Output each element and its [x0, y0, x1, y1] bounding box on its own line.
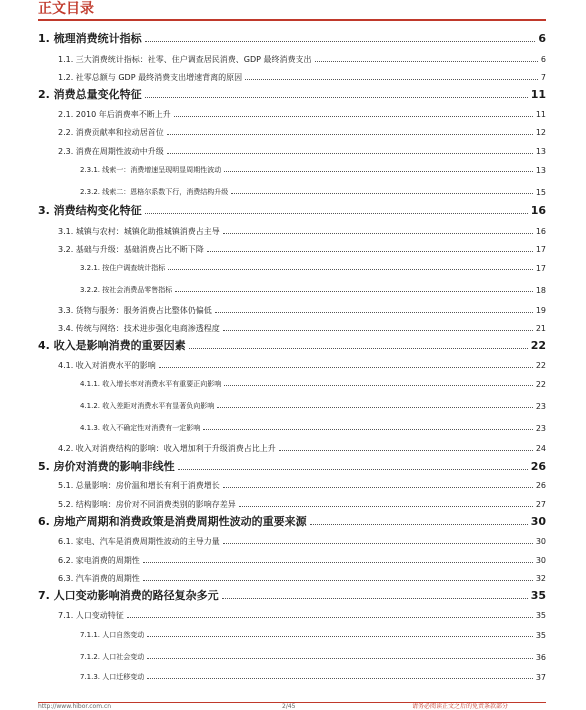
toc-leader-dots	[279, 450, 533, 451]
toc-entry-level2[interactable]	[58, 606, 546, 622]
toc-page-number: 26	[530, 460, 546, 473]
toc-leader-dots	[147, 678, 533, 679]
toc-leader-dots	[207, 251, 533, 252]
toc-entry-level1[interactable]	[38, 86, 546, 102]
toc-page-number: 35	[530, 589, 546, 602]
page-title: 正文目录	[38, 1, 94, 17]
toc-entry-title: 7.1.3. 人口迁移变动	[80, 672, 147, 683]
toc-leader-dots	[147, 658, 533, 659]
toc-page-number: 32	[535, 574, 546, 583]
toc-entry-level2[interactable]	[58, 569, 546, 585]
toc-entry-title: 4.1.2. 收入差距对消费水平有显著负向影响	[80, 401, 217, 412]
toc-entry-title: 2.1. 2010 年后消费率不断上升	[58, 109, 174, 121]
toc-page-number: 27	[535, 500, 546, 509]
toc-page-number: 30	[535, 537, 546, 546]
toc-leader-dots	[215, 312, 533, 313]
toc-leader-dots	[147, 636, 533, 637]
toc-page-number: 6	[538, 32, 546, 45]
toc-entry-level1[interactable]	[38, 587, 546, 603]
toc-entry-level2[interactable]	[58, 105, 546, 121]
toc-entry-level2[interactable]	[58, 301, 546, 317]
toc-page-number: 22	[535, 380, 546, 389]
toc-entry-title: 7.1.1. 人口自然变动	[80, 630, 147, 641]
toc-entry-level3[interactable]	[80, 396, 546, 412]
toc-leader-dots	[168, 269, 533, 270]
toc-entry-title: 4.1.1. 收入增长率对消费水平有重要正向影响	[80, 379, 224, 390]
toc-entry-level1[interactable]	[38, 458, 546, 474]
toc-leader-dots	[145, 213, 528, 214]
toc-leader-dots	[203, 429, 533, 430]
toc-page-number: 17	[535, 264, 546, 273]
toc-page-number: 26	[535, 481, 546, 490]
toc-entry-level2[interactable]	[58, 532, 546, 548]
toc-entry-title: 4.1. 收入对消费水平的影响	[58, 360, 159, 372]
toc-entry-level3[interactable]	[80, 374, 546, 390]
toc-entry-level2[interactable]	[58, 319, 546, 335]
toc-entry-title: 6.1. 家电、汽车是消费周期性波动的主导力量	[58, 536, 223, 548]
toc-entry-level3[interactable]	[80, 160, 546, 176]
toc-entry-title: 3.3. 货物与服务：服务消费占比整体仍偏低	[58, 305, 215, 317]
footer-disclaimer: 请务必阅读正文之后的免责条款部分	[412, 703, 509, 710]
toc-entry-level3[interactable]	[80, 647, 546, 663]
toc-page-number: 22	[535, 361, 546, 370]
toc-leader-dots	[223, 487, 533, 488]
toc-leader-dots	[174, 116, 533, 117]
toc-page-number: 11	[535, 110, 546, 119]
toc-entry-level2[interactable]	[58, 68, 546, 84]
toc-page-number: 17	[535, 245, 546, 254]
toc-page-number: 7	[540, 73, 546, 82]
toc-page-number: 37	[535, 673, 546, 682]
toc-leader-dots	[245, 79, 538, 80]
toc-entry-title: 7. 人口变动影响消费的路径复杂多元	[38, 589, 222, 603]
toc-page-number: 35	[535, 611, 546, 620]
toc-entry-level2[interactable]	[58, 495, 546, 511]
toc-entry-level1[interactable]	[38, 202, 546, 218]
toc-entry-level2[interactable]	[58, 50, 546, 66]
toc-page-number: 23	[535, 402, 546, 411]
toc-entry-title: 1. 梳理消费统计指标	[38, 32, 145, 46]
toc-entry-level1[interactable]	[38, 337, 546, 353]
toc-entry-title: 3. 消费结构变化特征	[38, 204, 145, 218]
toc-leader-dots	[222, 598, 528, 599]
toc-entry-title: 2.3.2. 线索二：恩格尔系数下行，消费结构升级	[80, 187, 231, 198]
toc-entry-level2[interactable]	[58, 439, 546, 455]
toc-entry-title: 4.1.3. 收入不确定性对消费有一定影响	[80, 423, 203, 434]
toc-entry-level2[interactable]	[58, 240, 546, 256]
toc-leader-dots	[127, 617, 533, 618]
toc-page-number: 13	[535, 147, 546, 156]
toc-page-number: 15	[535, 188, 546, 197]
toc-entry-title: 6. 房地产周期和消费政策是消费周期性波动的重要来源	[38, 515, 310, 529]
toc-entry-level3[interactable]	[80, 280, 546, 296]
toc-leader-dots	[315, 61, 538, 62]
toc-page-number: 19	[535, 306, 546, 315]
toc-page-number: 35	[535, 631, 546, 640]
toc-entry-level1[interactable]	[38, 513, 546, 529]
toc-entry-title: 2.2. 消费贡献率和拉动居首位	[58, 127, 167, 139]
toc-entry-title: 3.2.2. 按社会消费品零售指标	[80, 285, 175, 296]
toc-leader-dots	[143, 562, 533, 563]
toc-page-number: 11	[530, 88, 546, 101]
toc-leader-dots	[178, 469, 528, 470]
toc-entry-title: 3.2. 基础与升级：基础消费占比不断下降	[58, 244, 207, 256]
toc-entry-level3[interactable]	[80, 667, 546, 683]
toc-leader-dots	[224, 171, 533, 172]
toc-entry-level2[interactable]	[58, 551, 546, 567]
toc-entry-level3[interactable]	[80, 625, 546, 641]
toc-page-number: 18	[535, 286, 546, 295]
toc-leader-dots	[189, 348, 528, 349]
toc-page-number: 30	[535, 556, 546, 565]
toc-leader-dots	[145, 97, 528, 98]
toc-entry-title: 2.3. 消费在周期性波动中升级	[58, 146, 167, 158]
toc-page-number: 36	[535, 653, 546, 662]
toc-page-number: 6	[540, 55, 546, 64]
toc-leader-dots	[223, 330, 533, 331]
toc-page-number: 12	[535, 128, 546, 137]
toc-leader-dots	[143, 580, 533, 581]
toc-entry-title: 4.2. 收入对消费结构的影响：收入增加利于升级消费占比上升	[58, 443, 279, 455]
toc-entry-level3[interactable]	[80, 258, 546, 274]
toc-entry-level3[interactable]	[80, 182, 546, 198]
toc-entry-title: 3.4. 传统与网络：技术进步强化电商渗透程度	[58, 323, 223, 335]
toc-leader-dots	[223, 543, 533, 544]
toc-page-number: 30	[530, 515, 546, 528]
toc-entry-level2[interactable]	[58, 123, 546, 139]
toc-leader-dots	[239, 506, 533, 507]
toc-entry-title: 7.1. 人口变动特征	[58, 610, 127, 622]
toc-entry-level3[interactable]	[80, 418, 546, 434]
toc-entry-title: 5.2. 结构影响：房价对不同消费类别的影响存差异	[58, 499, 239, 511]
toc-entry-title: 1.2. 社零总额与 GDP 最终消费支出增速背离的原因	[58, 72, 245, 84]
toc-leader-dots	[310, 524, 528, 525]
toc-leader-dots	[217, 407, 533, 408]
toc-leader-dots	[159, 367, 533, 368]
toc-entry-level1[interactable]	[38, 30, 546, 46]
toc-entry-title: 7.1.2. 人口社会变动	[80, 652, 147, 663]
toc-page-number: 13	[535, 166, 546, 175]
toc-entry-title: 3.2.1. 按住户调查统计指标	[80, 263, 168, 274]
toc-entry-title: 5.1. 总量影响：房价温和增长有利于消费增长	[58, 480, 223, 492]
toc-entry-level2[interactable]	[58, 142, 546, 158]
toc-entry-level2[interactable]	[58, 222, 546, 238]
toc-entry-title: 3.1. 城镇与农村：城镇化助推城镇消费占主导	[58, 226, 223, 238]
toc-leader-dots	[167, 153, 533, 154]
toc-entry-title: 2. 消费总量变化特征	[38, 88, 145, 102]
toc-entry-title: 1.1. 三大消费统计指标：社零、住户调查居民消费、GDP 最终消费支出	[58, 54, 315, 66]
toc-entry-title: 6.3. 汽车消费的周期性	[58, 573, 143, 585]
footer-url: http://www.hibor.com.cn	[38, 703, 112, 710]
toc-page-number: 23	[535, 424, 546, 433]
toc-leader-dots	[223, 233, 533, 234]
toc-entry-title: 4. 收入是影响消费的重要因素	[38, 339, 189, 353]
toc-leader-dots	[145, 41, 536, 42]
toc-entry-title: 5. 房价对消费的影响非线性	[38, 460, 178, 474]
footer-page-number: 2/45	[282, 703, 296, 710]
toc-page-number: 22	[530, 339, 546, 352]
toc-leader-dots	[175, 291, 533, 292]
toc-leader-dots	[231, 193, 533, 194]
toc-leader-dots	[167, 134, 533, 135]
toc-page-number: 24	[535, 444, 546, 453]
toc-page-number: 21	[535, 324, 546, 333]
toc-entry-title: 6.2. 家电消费的周期性	[58, 555, 143, 567]
toc-leader-dots	[224, 385, 533, 386]
toc-page-number: 16	[535, 227, 546, 236]
toc-entry-level2[interactable]	[58, 476, 546, 492]
toc-entry-title: 2.3.1. 线索一：消费增速呈现明显周期性波动	[80, 165, 224, 176]
toc-page-number: 16	[530, 204, 546, 217]
toc-entry-level2[interactable]	[58, 356, 546, 372]
